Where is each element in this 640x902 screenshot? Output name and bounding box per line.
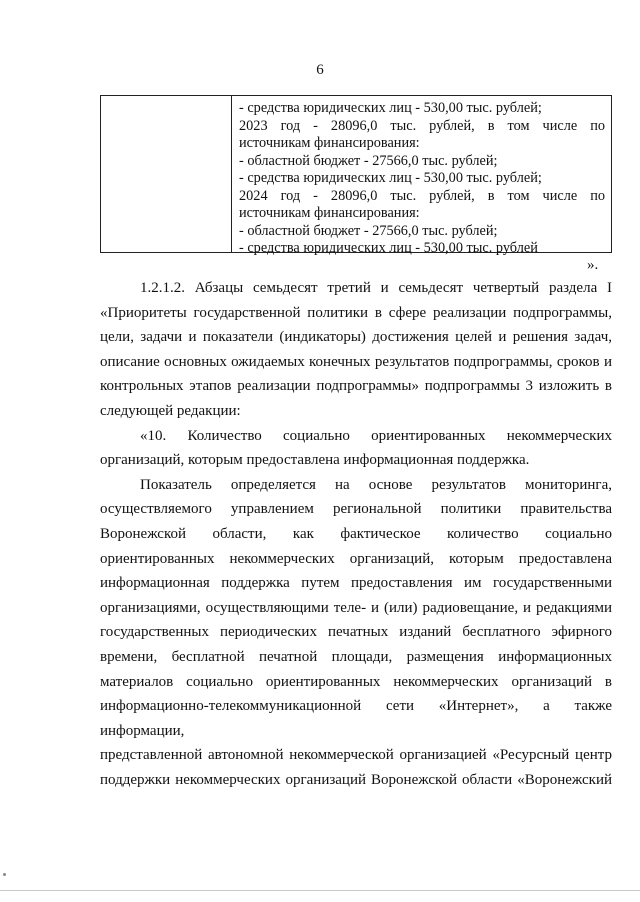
table-right-cell [239,100,605,258]
body-line: контрольных этапов реализации подпрограммы» подпрограммы 3 изложить в [100,378,612,395]
body-line: цели, задачи и показатели (индикаторы) достижения целей и решения задач, [100,329,612,346]
body-line: информационно-телекоммуникационной сети «Интернет», а также информации, [100,698,612,739]
table-line: - средства юридических лиц - 530,00 тыс. рублей [239,240,538,256]
body-line: Воронежской области, как фактическое количество социально [100,525,612,542]
body-line: Показатель определяется на основе результатов мониторинга, [140,476,612,493]
body-line: государственных периодических печатных изданий бесплатного эфирного [100,624,612,641]
table-line: - средства юридических лиц - 530,00 тыс. рублей; [239,100,542,116]
body-line: следующей редакции: [100,402,241,419]
body-line: ориентированных некоммерческих организаций, которым предоставлена [100,550,612,567]
body-text [100,276,612,792]
table-line: - средства юридических лиц - 530,00 тыс. рублей; [239,170,542,186]
table-line: источникам финансирования: [239,205,420,221]
body-line: материалов социально ориентированных некоммерческих организаций в [100,673,612,690]
table-left-cell [101,96,232,252]
body-line: «10. Количество социально ориентированных некоммерческих [140,427,612,444]
financing-table [100,95,612,256]
page-number: 6 [316,62,324,78]
body-line: описание основных ожидаемых конечных результатов подпрограммы, сроков и [100,353,612,370]
body-line: организаций, которым предоставлена информационная поддержка. [100,452,530,469]
body-line: информационная поддержка путем предоставления им государственными [100,575,612,592]
table-line: - областной бюджет - 27566,0 тыс. рублей; [239,222,498,239]
table-line: - областной бюджет - 27566,0 тыс. рублей; [239,152,498,169]
body-line: «Приоритеты государственной политики в сфере реализации подпрограммы, [100,304,612,321]
table-line: 2023 год - 28096,0 тыс. рублей, в том числе по [239,117,605,134]
body-line: 1.2.1.2. Абзацы семьдесят третий и семьдесят четвертый раздела I [140,280,612,296]
body-line: представленной автономной некоммерческой организацией «Ресурсный центр [100,747,612,764]
scan-dot [3,873,6,876]
page-bottom-edge [0,890,640,891]
body-line: поддержки некоммерческих организаций Воронежской области «Воронежский [100,771,612,788]
body-line: организациями, осуществляющими теле- и (или) радиовещание, и редакциями [100,599,612,616]
quote-close-mark: ». [587,257,599,273]
table-line: 2024 год - 28096,0 тыс. рублей, в том числе по [239,187,605,204]
table-line: источникам финансирования: [239,135,420,151]
body-line: времени, бесплатной печатной площади, размещения информационных [100,648,612,665]
body-line: осуществляемого управлением региональной политики правительства [100,501,612,518]
